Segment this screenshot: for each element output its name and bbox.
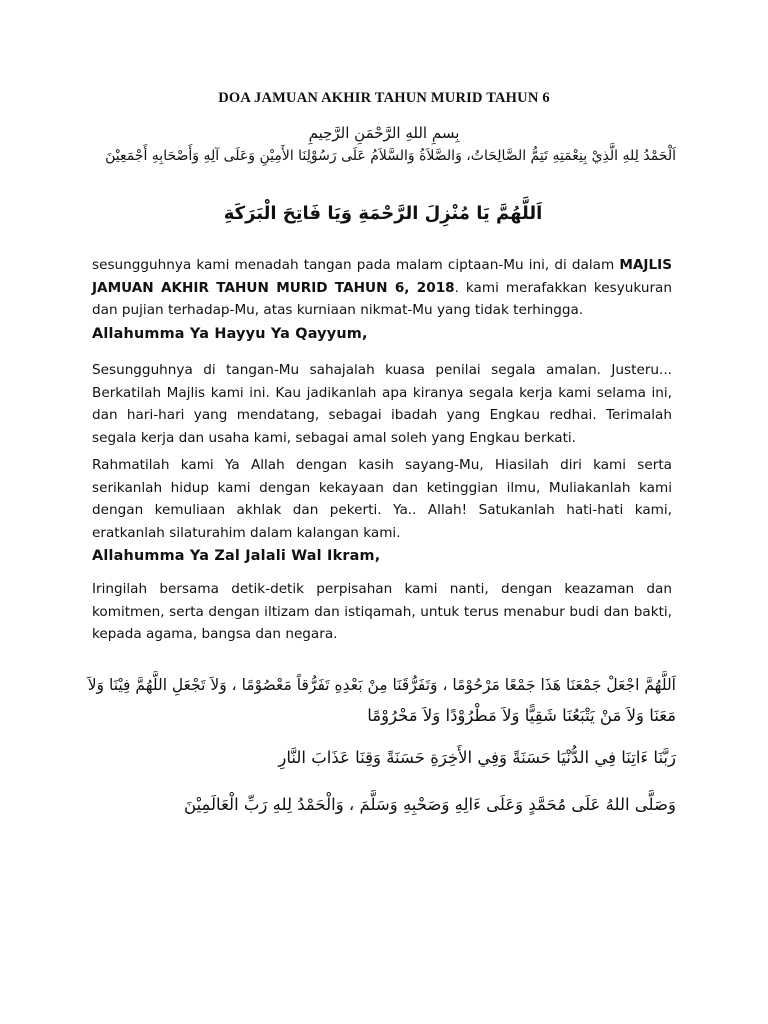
paragraph-amalan: Sesungguhnya di tangan-Mu sahajalah kuasa penilai segala amalan. Justeru... Berkatilah Majlis kami ini. Kau jadikanlah apa kiranya segala kerja kami selama ini, dan hari-hari yang mendatang, sebagai ibadah yang Engkau redhai. Terimalah segala kerja dan usaha kami, sebagai amal soleh yang Engkau berkati. xyxy=(92,362,672,446)
intro-text-part2: . kami merafakkan kesyukuran dan pujian terhadap-Mu, atas kurniaan nikmat-Mu yang tidak terhingga. xyxy=(92,279,672,318)
intro-bold-majlis: MAJLIS JAMUAN AKHIR TAHUN MURID TAHUN 6, 2018 xyxy=(92,257,672,296)
arabic-hamdalah: اَلْحَمْدُ لِلهِ الَّذِيْ بِنِعْمَتِهِ تَتِمُّ الصَّالِحَاتُ، وَالصَّلاَةُ وَالسَّلاَمُ عَلَى رَسُوْلِنَا الأَمِيْنِ وَعَلَى آلِهِ وَأَصْحَابِهِ أَجْمَعِيْنَ xyxy=(105,148,676,164)
arabic-closing-line-1: اَللَّهُمَّ اجْعَلْ جَمْعَنَا هَذَا جَمْعًا مَرْحُوْمًا ، وَتَفَرُّقَنَا مِنْ بَعْدِهِ تَفَرُّقاً مَعْصُوْمًا ، وَلاَ تَجْعَلِ اللَّهُمَّ فِيْنَا وَلاَ xyxy=(87,676,676,694)
arabic-bismillah: بِسمِ اللهِ الرَّحْمَنِ الرَّحِيمِ xyxy=(308,124,460,142)
intro-paragraph xyxy=(92,254,672,322)
arabic-closing-line-4: وَصَلَّى اللهُ عَلَى مُحَمَّدٍ وَعَلَى ءَالِهِ وَصَحْبِهِ وَسَلَّمَ ، وَالْحَمْدُ لِلهِ رَبِّ الْعَالَمِيْنَ xyxy=(183,795,676,814)
intro-text-part1: sesungguhnya kami menadah tangan pada malam ciptaan-Mu ini, di dalam xyxy=(92,257,620,273)
arabic-closing-line-3: رَبَّنَا ءَاتِنَا فِي الدُّنْيَا حَسَنَةً وَفِي الأَخِرَةِ حَسَنَةً وَقِنَا عَذَابَ النَّارِ xyxy=(278,748,676,767)
heading-zal-jalali: Allahumma Ya Zal Jalali Wal Ikram, xyxy=(92,548,381,564)
paragraph-rahmatilah: Rahmatilah kami Ya Allah dengan kasih sayang-Mu, Hiasilah diri kami serta serikanlah hidup kami dengan kekayaan dan ketinggian ilmu, Muliakanlah kami dengan kemuliaan akhlak dan pekerti. Ya.. Allah! Satukanlah hati-hati kami, eratkanlah silaturahim dalam kalangan kami. xyxy=(92,457,672,541)
arabic-allahumma-heading: اَللَّهُمَّ يَا مُنْزِلَ الرَّحْمَةِ وَيَا فَاتِحَ الْبَرَكَةِ xyxy=(223,203,543,224)
paragraph-iringilah: Iringilah bersama detik-detik perpisahan kami nanti, dengan keazaman dan komitmen, serta dengan iltizam dan istiqamah, untuk terus menabur budi dan bakti, kepada agama, bangsa dan negara. xyxy=(92,581,672,642)
heading-hayyu-qayyum: Allahumma Ya Hayyu Ya Qayyum, xyxy=(92,326,368,342)
arabic-closing-line-2: مَعَنَا وَلاَ مَنْ يَتْبَعُنَا شَقِيًّا وَلاَ مَطْرُوْدًا وَلاَ مَحْرُوْمًا xyxy=(367,706,676,725)
document-title: DOA JAMUAN AKHIR TAHUN MURID TAHUN 6 xyxy=(218,90,550,106)
